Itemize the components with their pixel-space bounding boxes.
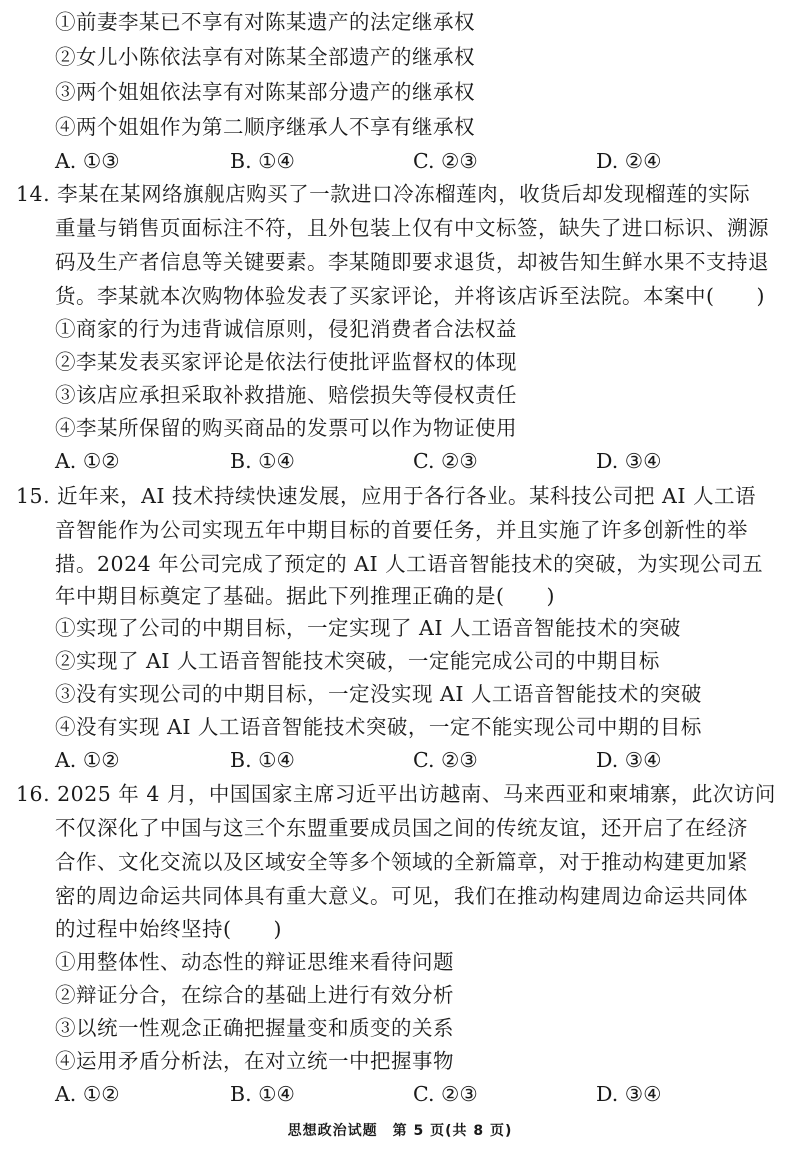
q14-statement-2: ②李某发表买家评论是依法行使批评监督权的体现 — [55, 350, 517, 374]
q16-option-a[interactable]: A. ①② — [55, 1082, 120, 1106]
q16-stem-line-5: 的过程中始终坚持( ) — [55, 917, 282, 941]
q13-option-c[interactable]: C. ②③ — [413, 149, 478, 173]
q16-options — [55, 1078, 755, 1111]
q14-stem-line-1: 14. 李某在某网络旗舰店购买了一款进口冷冻榴莲肉，收货后却发现榴莲的实际 — [16, 182, 751, 206]
q15-statement-1: ①实现了公司的中期目标，一定实现了 AI 人工语音智能技术的突破 — [55, 616, 681, 640]
q13-option-d[interactable]: D. ②④ — [596, 149, 662, 173]
q15-stem-line-1: 15. 近年来，AI 技术持续快速发展，应用于各行各业。某科技公司把 AI 人工语 — [16, 484, 756, 508]
q13-statement-4: ④两个姐姐作为第二顺序继承人不享有继承权 — [55, 115, 475, 139]
q14-stem-line-3: 码及生产者信息等关键要素。李某随即要求退货，却被告知生鲜水果不支持退 — [55, 250, 769, 274]
q14-option-b[interactable]: B. ①④ — [230, 449, 295, 473]
q16-option-c[interactable]: C. ②③ — [413, 1082, 478, 1106]
q14-option-a[interactable]: A. ①② — [55, 449, 120, 473]
q14-options — [55, 445, 755, 478]
q13-options — [55, 145, 755, 178]
q15-statement-2: ②实现了 AI 人工语音智能技术突破，一定能完成公司的中期目标 — [55, 649, 660, 673]
q14-statement-4: ④李某所保留的购买商品的发票可以作为物证使用 — [55, 416, 517, 440]
q15-statement-3: ③没有实现公司的中期目标，一定没实现 AI 人工语音智能技术的突破 — [55, 682, 702, 706]
q13-option-b[interactable]: B. ①④ — [230, 149, 295, 173]
q13-statement-2: ②女儿小陈依法享有对陈某全部遗产的继承权 — [55, 45, 475, 69]
q13-statement-3: ③两个姐姐依法享有对陈某部分遗产的继承权 — [55, 80, 475, 104]
q16-stem-line-4: 密的周边命运共同体具有重大意义。可见，我们在推动构建周边命运共同体 — [55, 884, 748, 908]
q16-statement-3: ③以统一性观念正确把握量变和质变的关系 — [55, 1016, 454, 1040]
q16-stem-line-1: 16. 2025 年 4 月，中国国家主席习近平出访越南、马来西亚和柬埔寨，此次访问 — [16, 782, 776, 806]
page-footer: 思想政治试题 第 5 页(共 8 页) — [287, 1123, 513, 1139]
q14-option-d[interactable]: D. ③④ — [596, 449, 662, 473]
q14-statement-3: ③该店应承担采取补救措施、赔偿损失等侵权责任 — [55, 383, 517, 407]
q15-option-c[interactable]: C. ②③ — [413, 748, 478, 772]
q15-stem-line-3: 措。2024 年公司完成了预定的 AI 人工语音智能技术的突破，为实现公司五 — [55, 552, 764, 576]
q16-statement-1: ①用整体性、动态性的辩证思维来看待问题 — [55, 950, 454, 974]
q15-stem-line-4: 年中期目标奠定了基础。据此下列推理正确的是( ) — [55, 584, 555, 608]
q16-option-b[interactable]: B. ①④ — [230, 1082, 295, 1106]
q13-statement-1: ①前妻李某已不享有对陈某遗产的法定继承权 — [55, 10, 475, 34]
q16-option-d[interactable]: D. ③④ — [596, 1082, 662, 1106]
q16-statement-4: ④运用矛盾分析法，在对立统一中把握事物 — [55, 1049, 454, 1073]
q14-option-c[interactable]: C. ②③ — [413, 449, 478, 473]
q16-stem-line-2: 不仅深化了中国与这三个东盟重要成员国之间的传统友谊，还开启了在经济 — [55, 816, 748, 840]
q15-stem-line-2: 音智能作为公司实现五年中期目标的首要任务，并且实施了许多创新性的举 — [55, 518, 748, 542]
q15-statement-4: ④没有实现 AI 人工语音智能技术突破，一定不能实现公司中期的目标 — [55, 715, 702, 739]
q14-stem-line-2: 重量与销售页面标注不符，且外包装上仅有中文标签，缺失了进口标识、溯源 — [55, 216, 769, 240]
q15-option-a[interactable]: A. ①② — [55, 748, 120, 772]
q16-stem-line-3: 合作、文化交流以及区域安全等多个领域的全新篇章，对于推动构建更加紧 — [55, 850, 748, 874]
q15-option-d[interactable]: D. ③④ — [596, 748, 662, 772]
q15-options — [55, 744, 755, 777]
q14-statement-1: ①商家的行为违背诚信原则，侵犯消费者合法权益 — [55, 317, 517, 341]
q14-stem-line-4: 货。李某就本次购物体验发表了买家评论，并将该店诉至法院。本案中( ) — [55, 284, 765, 308]
q16-statement-2: ②辩证分合，在综合的基础上进行有效分析 — [55, 983, 454, 1007]
q15-option-b[interactable]: B. ①④ — [230, 748, 295, 772]
q13-option-a[interactable]: A. ①③ — [55, 149, 120, 173]
